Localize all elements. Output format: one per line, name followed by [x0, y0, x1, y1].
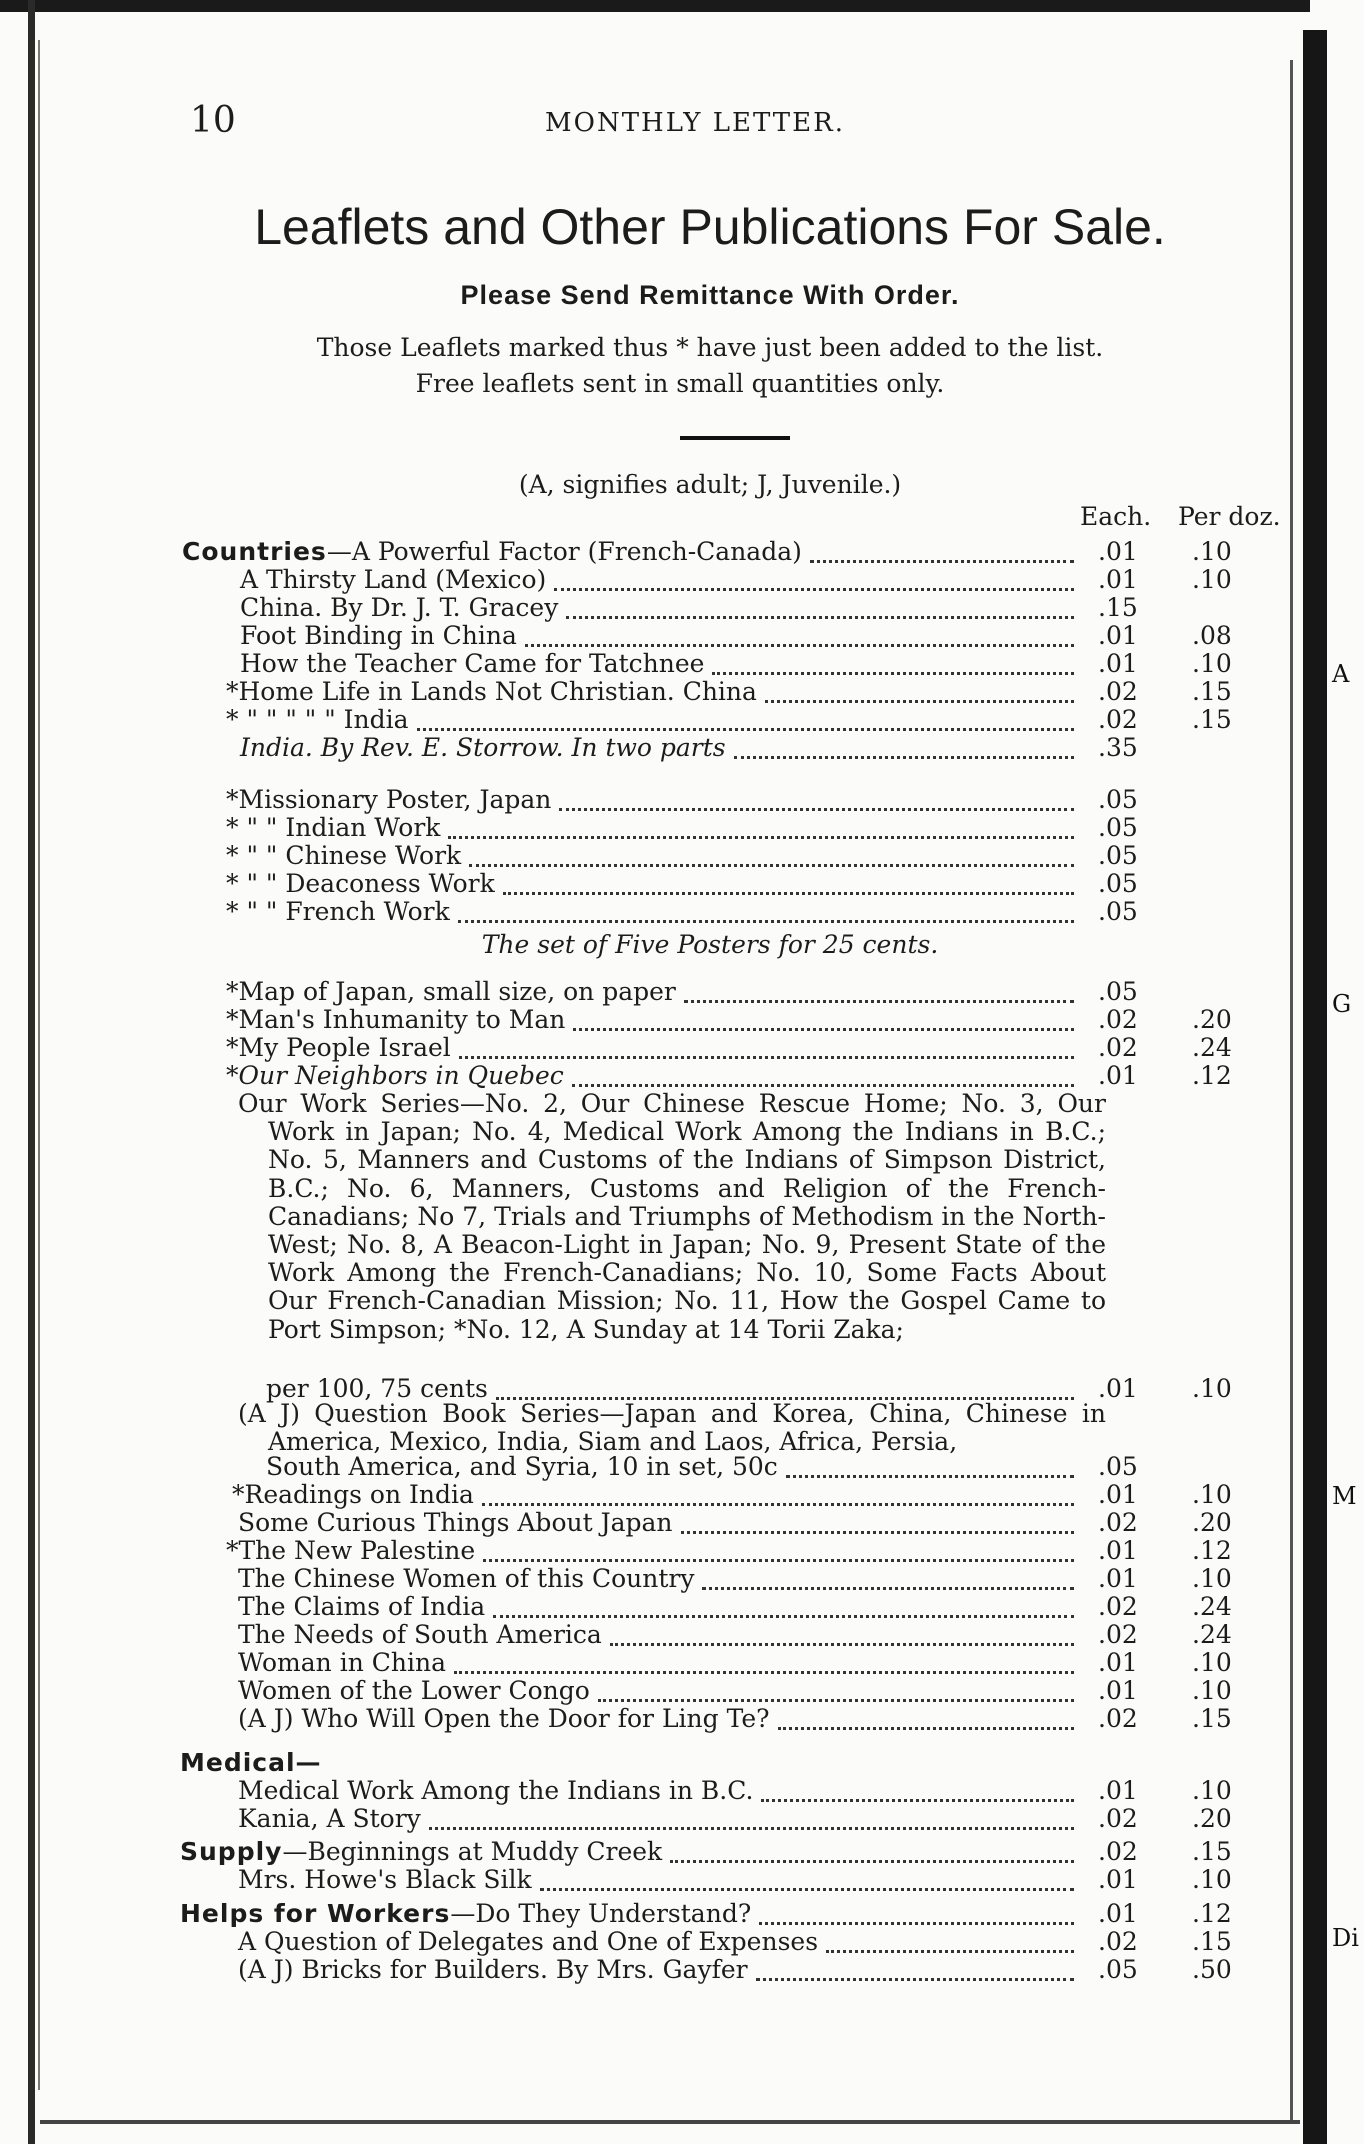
- dot-leader: [566, 616, 1074, 619]
- dot-leader: [734, 756, 1074, 759]
- leaflet-title: [182, 538, 802, 566]
- list-item: [0, 1006, 1364, 1034]
- list-item: [0, 734, 1364, 762]
- list-item: [0, 1481, 1364, 1509]
- price-each: .01: [1098, 1564, 1138, 1593]
- list-item: [0, 1900, 1364, 1928]
- leaflet-title: [238, 1509, 673, 1537]
- list-item: [0, 978, 1364, 1006]
- leaflet-title: [232, 1481, 474, 1509]
- dot-leader: [559, 808, 1074, 811]
- list-item: [0, 1677, 1364, 1705]
- page-border-top: [0, 0, 1310, 12]
- list-item: [0, 1777, 1364, 1805]
- price-each: .02: [1098, 705, 1138, 734]
- leaflet-title: [266, 1453, 778, 1481]
- price-each: .05: [1098, 785, 1138, 814]
- price-each: .01: [1098, 621, 1138, 650]
- leaflet-name: *Map of Japan, small size, on paper: [226, 977, 676, 1006]
- list-item: [0, 1034, 1364, 1062]
- list-item: [0, 1621, 1364, 1649]
- dot-leader: [483, 1559, 1074, 1562]
- leaflet-title: [238, 1593, 485, 1621]
- price-per-dozen: .15: [1192, 1837, 1232, 1866]
- leaflet-title: [240, 594, 558, 622]
- leaflet-title: [226, 678, 757, 706]
- leaflet-name: *Man's Inhumanity to Man: [226, 1005, 566, 1034]
- leaflet-title: [238, 1928, 818, 1956]
- price-each: .05: [1098, 1452, 1138, 1481]
- list-item: [0, 898, 1364, 926]
- leaflet-name: Woman in China: [238, 1648, 446, 1677]
- price-per-dozen: .20: [1192, 1508, 1232, 1537]
- price-each: .01: [1098, 1480, 1138, 1509]
- leaflet-name: * " " Indian Work: [226, 813, 441, 842]
- dot-leader: [540, 1888, 1074, 1891]
- list-item: [0, 1705, 1364, 1733]
- price-per-dozen: .50: [1192, 1955, 1232, 1984]
- price-per-dozen: .10: [1192, 1564, 1232, 1593]
- leaflet-name: The Claims of India: [238, 1592, 486, 1621]
- dot-leader: [702, 1587, 1074, 1590]
- list-item: [0, 1062, 1364, 1090]
- leaflet-title: [226, 1537, 475, 1565]
- price-each: .02: [1098, 1508, 1138, 1537]
- margin-letter: A: [1332, 660, 1350, 688]
- list-item: [0, 870, 1364, 898]
- leaflet-name: (A J) Who Will Open the Door for Ling Te?: [238, 1704, 770, 1733]
- list-item: [0, 650, 1364, 678]
- price-per-dozen: .12: [1192, 1899, 1232, 1928]
- leaflet-name: *Our Neighbors in Quebec: [226, 1061, 564, 1090]
- list-item: [0, 1537, 1364, 1565]
- list-item: [0, 594, 1364, 622]
- price-per-dozen: .10: [1192, 649, 1232, 678]
- list-item: [0, 1928, 1364, 1956]
- dot-leader: [417, 728, 1074, 731]
- leaflet-title: [226, 1006, 565, 1034]
- price-per-dozen: .10: [1192, 1480, 1232, 1509]
- price-each: .01: [1098, 1776, 1138, 1805]
- dot-leader: [684, 1000, 1074, 1003]
- price-each: .02: [1098, 1927, 1138, 1956]
- leaflet-name: —Do They Understand?: [450, 1899, 752, 1928]
- price-each: .01: [1098, 1374, 1138, 1403]
- dot-leader: [826, 1950, 1074, 1953]
- leaflet-name: The Chinese Women of this Country: [238, 1564, 695, 1593]
- dot-leader: [503, 892, 1074, 895]
- leaflet-title: [238, 1677, 590, 1705]
- price-per-dozen: .08: [1192, 621, 1232, 650]
- page-border-bottom: [40, 2120, 1300, 2124]
- leaflet-name: *Missionary Poster, Japan: [226, 785, 552, 814]
- leaflet-name: * " " French Work: [226, 897, 450, 926]
- work-series-description: Our Work Series—No. 2, Our Chinese Rescue Home; No. 3, Our Work in Japan; No. 4, Medical Work Among the Indians in B.C.; No. 5, Manners and Customs of the Indians of Simpson District, B.C.; No. 6, Manners, Customs and Religion of the French-Canadians; No 7, Trials and Triumphs of Methodism in the North-West; No. 8, A Beacon-Light in Japan; No. 9, Present State of the Work Among the French-Canadians; No. 10, Some Facts About Our French-Canadian Mission; No. 11, How the Gospel Came to Port Simpson; *No. 12, A Sunday at 14 Torii Zaka;: [238, 1089, 1106, 1344]
- leaflet-title: [238, 1805, 421, 1833]
- leaflet-name: (A J) Bricks for Builders. By Mrs. Gayfer: [238, 1955, 748, 1984]
- price-per-dozen: .12: [1192, 1061, 1232, 1090]
- leaflet-name: * " " Deaconess Work: [226, 869, 495, 898]
- dot-leader: [572, 1084, 1074, 1087]
- list-item: [0, 1805, 1364, 1833]
- leaflet-name: Women of the Lower Congo: [238, 1676, 590, 1705]
- leaflet-title: [226, 786, 551, 814]
- price-per-dozen: .20: [1192, 1804, 1232, 1833]
- leaflet-title: [226, 898, 450, 926]
- price-per-dozen: .15: [1192, 677, 1232, 706]
- leaflet-title: [226, 842, 461, 870]
- price-per-dozen: .12: [1192, 1536, 1232, 1565]
- leaflet-title: [180, 1838, 662, 1866]
- abbreviation-key: (A, signifies adult; J, Juvenile.): [518, 470, 902, 499]
- price-each: .15: [1098, 593, 1138, 622]
- list-item: [0, 1453, 1364, 1481]
- list-item: [0, 1749, 1364, 1777]
- price-each: .05: [1098, 813, 1138, 842]
- leaflet-name: *Home Life in Lands Not Christian. China: [226, 677, 757, 706]
- price-per-dozen: .20: [1192, 1005, 1232, 1034]
- price-each: .02: [1098, 1704, 1138, 1733]
- dot-leader: [761, 1799, 1074, 1802]
- list-item: [0, 1838, 1364, 1866]
- dot-leader: [459, 1056, 1074, 1059]
- price-per-dozen: .15: [1192, 1704, 1232, 1733]
- price-each: .01: [1098, 1865, 1138, 1894]
- leaflet-name: South America, and Syria, 10 in set, 50c: [266, 1452, 778, 1481]
- column-header-per-doz: Per doz.: [1178, 502, 1281, 531]
- posters-note: The set of Five Posters for 25 cents.: [481, 930, 939, 959]
- leaflet-name: —A Powerful Factor (French-Canada): [326, 537, 802, 566]
- list-item: [0, 538, 1364, 566]
- price-each: .05: [1098, 1955, 1138, 1984]
- margin-letter: G: [1332, 990, 1352, 1018]
- leaflet-name: Foot Binding in China: [240, 621, 517, 650]
- price-each: .02: [1098, 1592, 1138, 1621]
- price-per-dozen: .24: [1192, 1033, 1232, 1062]
- question-series-description: (A J) Question Book Series—Japan and Korea, China, Chinese in America, Mexico, India, Siam and Laos, Africa, Persia,: [238, 1399, 1106, 1457]
- leaflet-name: India. By Rev. E. Storrow. In two parts: [240, 733, 726, 762]
- list-item: [0, 786, 1364, 814]
- dot-leader: [610, 1643, 1074, 1646]
- list-item: [0, 842, 1364, 870]
- price-each: .05: [1098, 869, 1138, 898]
- leaflet-name: per 100, 75 cents: [266, 1374, 488, 1403]
- dot-leader: [458, 920, 1074, 923]
- list-item: [0, 622, 1364, 650]
- dot-leader: [712, 672, 1074, 675]
- list-item: [0, 814, 1364, 842]
- dot-leader: [681, 1531, 1074, 1534]
- dot-leader: [573, 1028, 1074, 1031]
- leaflet-name: * " " Chinese Work: [226, 841, 462, 870]
- list-item: [0, 1565, 1364, 1593]
- price-per-dozen: .10: [1192, 1865, 1232, 1894]
- price-each: .01: [1098, 565, 1138, 594]
- dot-leader: [469, 864, 1074, 867]
- leaflet-name: A Thirsty Land (Mexico): [240, 565, 547, 594]
- price-per-dozen: .10: [1192, 565, 1232, 594]
- leaflet-title: [238, 1649, 446, 1677]
- column-header-each: Each.: [1080, 502, 1152, 531]
- list-item: [0, 1866, 1364, 1894]
- notice-new-leaflets: Those Leaflets marked thus * have just been added to the list.: [316, 333, 1104, 362]
- running-title: MONTHLY LETTER.: [545, 108, 845, 138]
- leaflet-title: [240, 622, 517, 650]
- price-per-dozen: .10: [1192, 1676, 1232, 1705]
- leaflet-title: [238, 1777, 753, 1805]
- leaflet-name: *Readings on India: [232, 1480, 474, 1509]
- leaflet-title: [240, 650, 704, 678]
- price-each: .01: [1098, 1676, 1138, 1705]
- price-per-dozen: .10: [1192, 1374, 1232, 1403]
- leaflet-title: [226, 706, 409, 734]
- dot-leader: [759, 1922, 1074, 1925]
- leaflet-title: [238, 1565, 694, 1593]
- price-each: .01: [1098, 1536, 1138, 1565]
- category-heading: Supply: [180, 1837, 283, 1866]
- list-item: [0, 1649, 1364, 1677]
- leaflet-title: [226, 870, 495, 898]
- list-item: [0, 1593, 1364, 1621]
- leaflet-title: [226, 978, 676, 1006]
- leaflet-name: Mrs. Howe's Black Silk: [238, 1865, 532, 1894]
- dot-leader: [454, 1671, 1074, 1674]
- margin-letter: Di: [1332, 1924, 1359, 1952]
- price-per-dozen: .10: [1192, 1776, 1232, 1805]
- leaflet-name: A Question of Delegates and One of Expenses: [238, 1927, 819, 1956]
- dot-leader: [493, 1615, 1074, 1618]
- price-each: .02: [1098, 1033, 1138, 1062]
- leaflet-title: [238, 1956, 748, 1984]
- dot-leader: [778, 1727, 1074, 1730]
- list-item: [0, 1509, 1364, 1537]
- leaflet-title: [226, 1034, 451, 1062]
- price-each: .02: [1098, 677, 1138, 706]
- leaflet-title: [180, 1900, 751, 1928]
- leaflet-title: [226, 814, 440, 842]
- leaflet-title: [180, 1749, 322, 1777]
- price-each: .01: [1098, 649, 1138, 678]
- price-each: .35: [1098, 733, 1138, 762]
- price-per-dozen: .10: [1192, 1648, 1232, 1677]
- dot-leader: [786, 1475, 1074, 1478]
- leaflet-name: China. By Dr. J. T. Gracey: [240, 593, 559, 622]
- page-header: [190, 100, 1230, 140]
- dot-leader: [756, 1978, 1074, 1981]
- leaflet-title: [226, 1062, 564, 1090]
- list-item: [0, 706, 1364, 734]
- price-each: .02: [1098, 1804, 1138, 1833]
- price-each: .05: [1098, 841, 1138, 870]
- dot-leader: [448, 836, 1074, 839]
- page-subtitle: Please Send Remittance With Order.: [460, 280, 960, 310]
- list-item: [0, 678, 1364, 706]
- price-per-dozen: .15: [1192, 1927, 1232, 1956]
- dot-leader: [482, 1503, 1074, 1506]
- notice-free-leaflets: Free leaflets sent in small quantities only.: [415, 369, 945, 398]
- leaflet-name: The Needs of South America: [238, 1620, 602, 1649]
- dot-leader: [670, 1860, 1074, 1863]
- price-per-dozen: .15: [1192, 705, 1232, 734]
- page-number: 10: [190, 100, 236, 141]
- leaflet-name: * " " " " " India: [226, 705, 409, 734]
- dot-leader: [810, 560, 1074, 563]
- price-each: .01: [1098, 1061, 1138, 1090]
- price-each: .02: [1098, 1620, 1138, 1649]
- price-each: .01: [1098, 1899, 1138, 1928]
- leaflet-title: [240, 566, 546, 594]
- leaflet-name: *My People Israel: [226, 1033, 451, 1062]
- category-heading: Helps for Workers: [180, 1899, 451, 1928]
- dot-leader: [554, 588, 1074, 591]
- leaflet-title: [238, 1866, 532, 1894]
- price-each: .01: [1098, 537, 1138, 566]
- price-per-dozen: .10: [1192, 537, 1232, 566]
- leaflet-name: Medical Work Among the Indians in B.C.: [238, 1776, 754, 1805]
- leaflet-name: Kania, A Story: [238, 1804, 421, 1833]
- category-heading: Medical—: [180, 1748, 322, 1777]
- margin-letter: M: [1332, 1482, 1357, 1510]
- price-each: .05: [1098, 977, 1138, 1006]
- price-each: .02: [1098, 1005, 1138, 1034]
- price-per-dozen: .24: [1192, 1620, 1232, 1649]
- leaflet-name: —Beginnings at Muddy Creek: [282, 1837, 663, 1866]
- leaflet-name: *The New Palestine: [226, 1536, 476, 1565]
- divider-rule: [680, 436, 790, 440]
- dot-leader: [765, 700, 1074, 703]
- price-each: .01: [1098, 1648, 1138, 1677]
- price-each: .05: [1098, 897, 1138, 926]
- leaflet-title: [240, 734, 726, 762]
- leaflet-name: Some Curious Things About Japan: [238, 1508, 673, 1537]
- price-each: .02: [1098, 1837, 1138, 1866]
- list-item: [0, 566, 1364, 594]
- dot-leader: [598, 1699, 1074, 1702]
- leaflet-title: [238, 1705, 770, 1733]
- leaflet-name: How the Teacher Came for Tatchnee: [240, 649, 705, 678]
- dot-leader: [429, 1827, 1074, 1830]
- leaflet-title: [238, 1621, 602, 1649]
- category-heading: Countries: [182, 537, 327, 566]
- dot-leader: [525, 644, 1074, 647]
- page-title: Leaflets and Other Publications For Sale.: [254, 199, 1166, 255]
- price-per-dozen: .24: [1192, 1592, 1232, 1621]
- list-item: [0, 1956, 1364, 1984]
